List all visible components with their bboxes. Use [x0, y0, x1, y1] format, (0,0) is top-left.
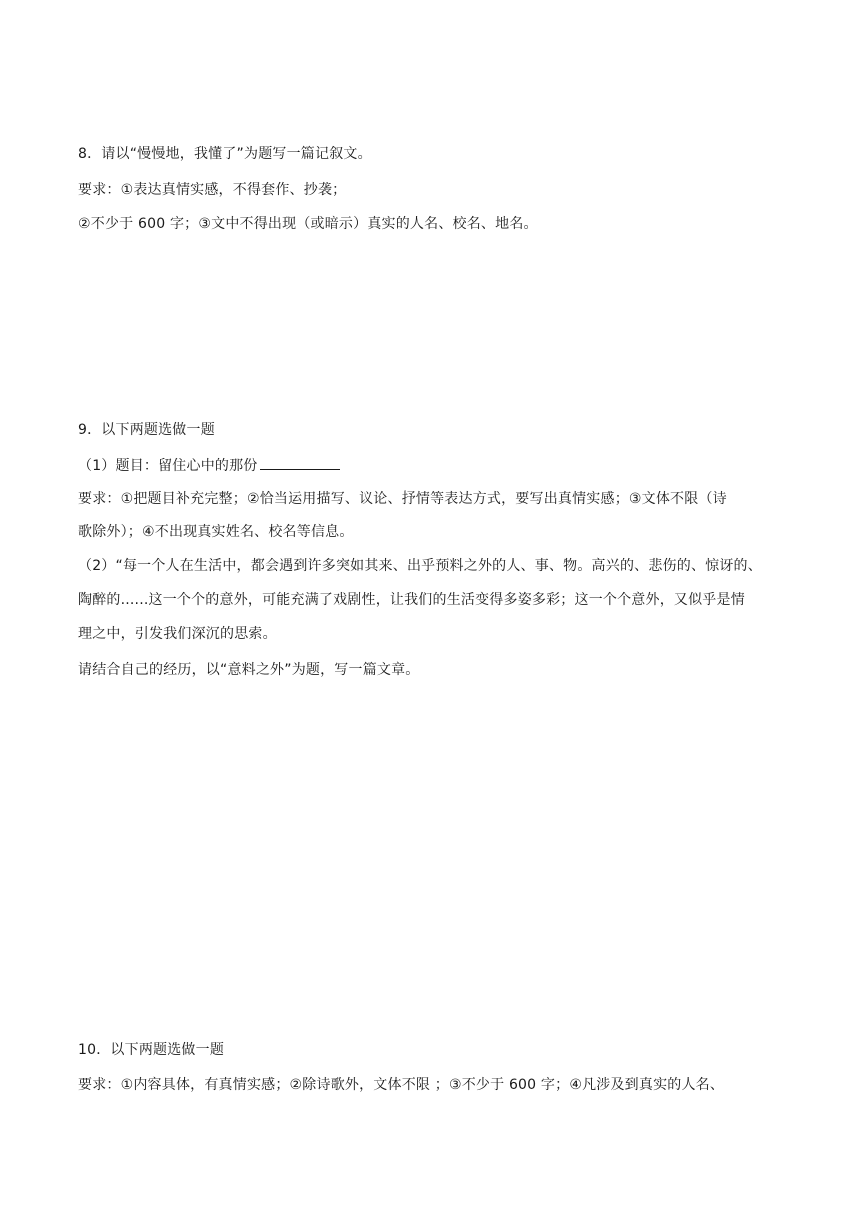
question-10-requirement: 要求：①内容具体，有真情实感；②除诗歌外，文体不限 ；③不少于 600 字；④凡涉及到真实的人名、 [78, 1077, 725, 1093]
question-9-sub1-requirement-line-2: 歌除外）；④不出现真实姓名、校名等信息。 [78, 524, 354, 540]
question-9-sub2-line-2: 陶醉的......这一个个的意外，可能充满了戏剧性，让我们的生活变得多姿多彩；这一个个意外，又似乎是情 [78, 592, 745, 608]
question-9-sub1-requirement-line-1: 要求：①把题目补充完整；②恰当运用描写、议论、抒情等表达方式，要写出真情实感；③文体不限（诗 [78, 491, 727, 507]
question-9-title: 9．以下两题选做一题 [78, 422, 215, 438]
fill-in-blank-line [260, 455, 340, 470]
question-10-title: 10．以下两题选做一题 [78, 1042, 225, 1058]
question-9-sub2-line-4: 请结合自己的经历，以“意料之外”为题，写一篇文章。 [78, 662, 420, 678]
question-9-sub2-line-1: （2）“每一个人在生活中，都会遇到许多突如其来、出乎预料之外的人、事、物。高兴的、悲伤的、惊讶的、 [78, 558, 762, 574]
question-9-sub1-title [78, 455, 798, 476]
question-9-sub2-line-3: 理之中，引发我们深沉的思索。 [78, 626, 277, 642]
question-8-requirement-2: ②不少于 600 字；③文中不得出现（或暗示）真实的人名、校名、地名。 [78, 216, 538, 232]
question-8-title: 8．请以“慢慢地，我懂了”为题写一篇记叙文。 [78, 146, 372, 162]
question-8-requirement-1: 要求：①表达真情实感，不得套作、抄袭； [78, 182, 347, 198]
question-9-sub1-title-text: （1）题目：留住心中的那份 [78, 458, 258, 474]
